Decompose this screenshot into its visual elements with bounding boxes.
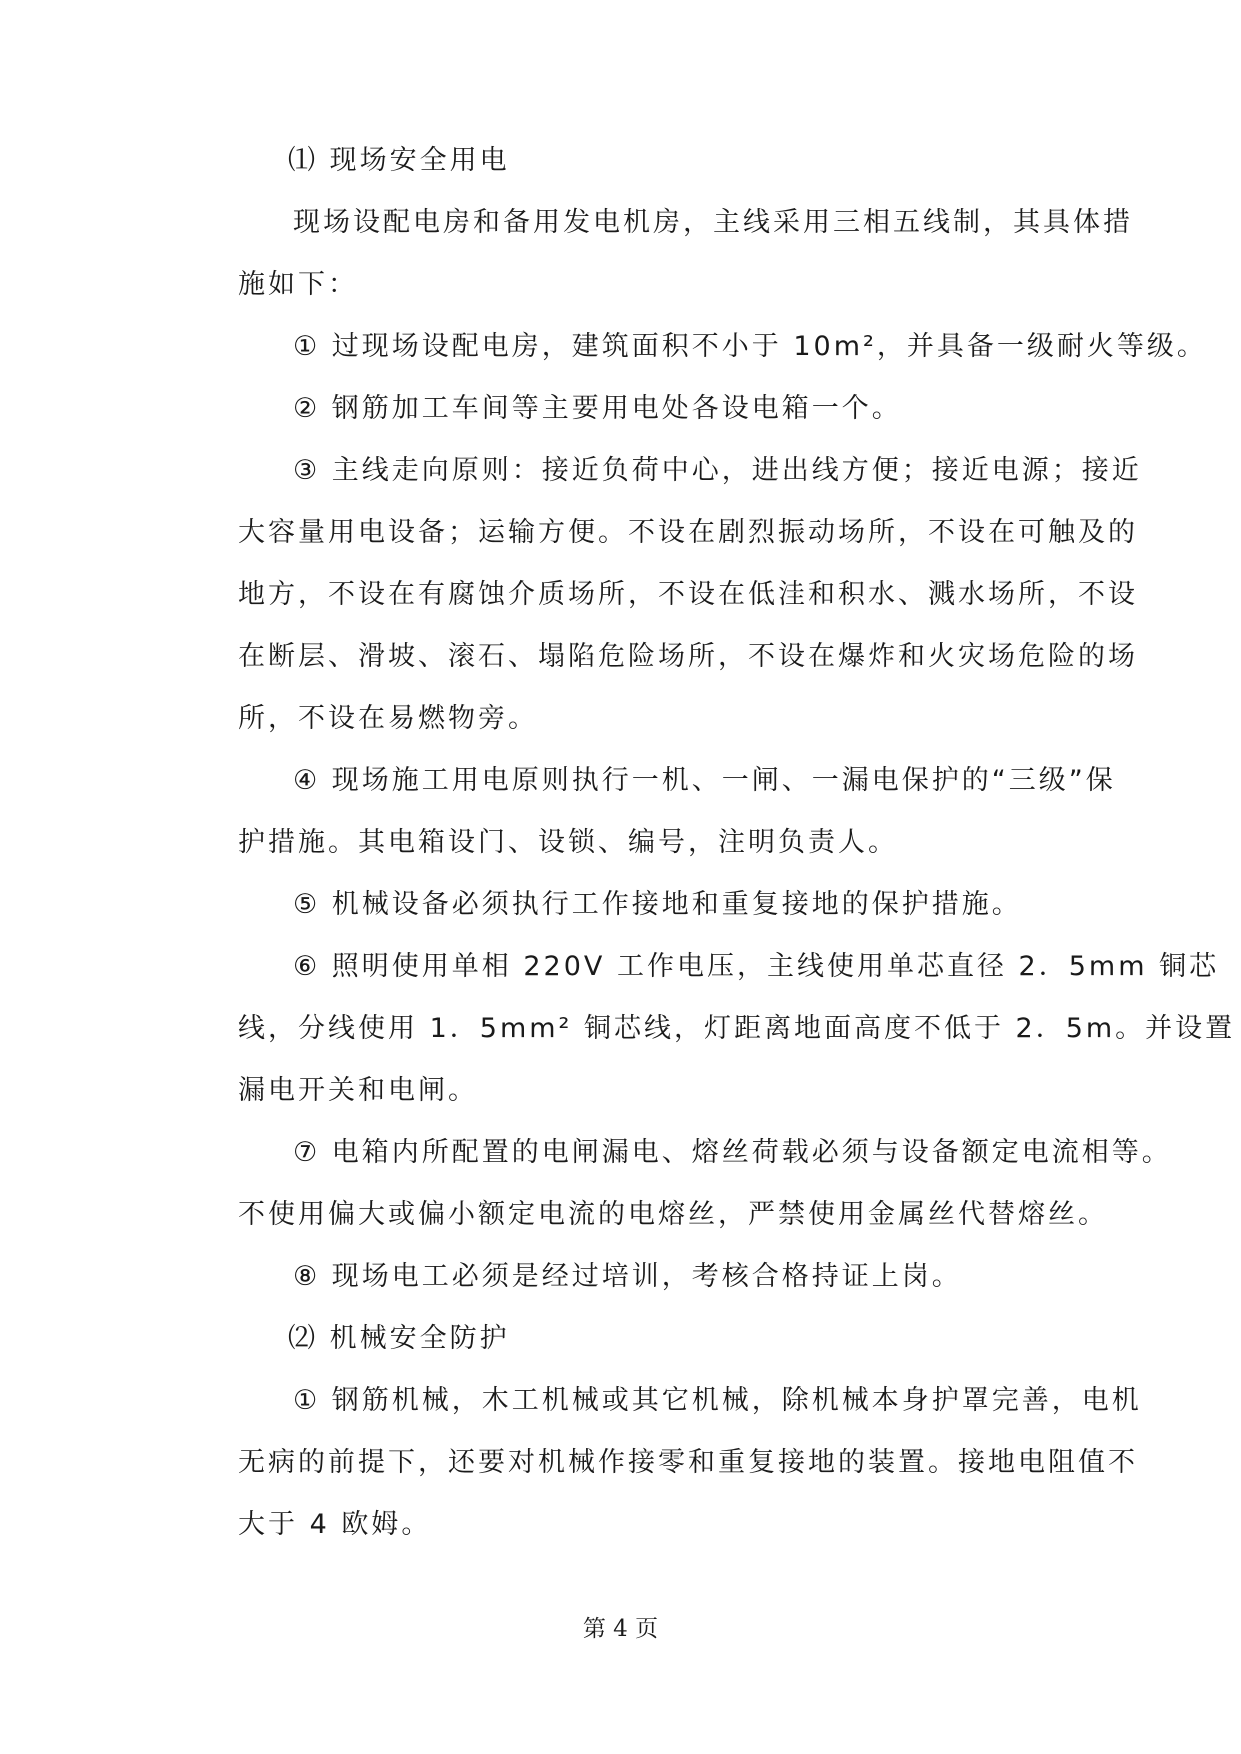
paragraph-line: 不使用偏大或偏小额定电流的电熔丝，严禁使用金属丝代替熔丝。 (238, 1199, 1108, 1230)
list-item-6: ⑥ 照明使用单相 220V 工作电压，主线使用单芯直径 2．5mm 铜芯 (293, 951, 1220, 982)
page-number-footer: 第 4 页 (582, 1616, 659, 1642)
list-item-8: ⑧ 现场电工必须是经过培训，考核合格持证上岗。 (293, 1261, 962, 1292)
list-item-4: ④ 现场施工用电原则执行一机、一闸、一漏电保护的“三级”保 (293, 765, 1116, 796)
paragraph-line: 护措施。其电箱设门、设锁、编号，注明负责人。 (238, 827, 898, 858)
list-item-3: ③ 主线走向原则：接近负荷中心，进出线方便；接近电源；接近 (293, 455, 1142, 486)
document-body (238, 130, 1236, 1556)
section-heading-mechanical-safety: ⑵ 机械安全防护 (288, 1323, 510, 1354)
list-item-5: ⑤ 机械设备必须执行工作接地和重复接地的保护措施。 (293, 889, 1022, 920)
list-item-2: ② 钢筋加工车间等主要用电处各设电箱一个。 (293, 393, 902, 424)
paragraph-line: 线，分线使用 1．5mm² 铜芯线，灯距离地面高度不低于 2．5m。并设置 (238, 1013, 1236, 1044)
section-heading-electrical-safety: ⑴ 现场安全用电 (288, 145, 510, 176)
paragraph-line: 大容量用电设备；运输方便。不设在剧烈振动场所，不设在可触及的 (238, 517, 1138, 548)
paragraph-line: 施如下： (238, 269, 358, 300)
paragraph-line: 在断层、滑坡、滚石、塌陷危险场所，不设在爆炸和火灾场危险的场 (238, 641, 1138, 672)
paragraph-line: 所，不设在易燃物旁。 (238, 703, 538, 734)
paragraph-line: 漏电开关和电闸。 (238, 1075, 478, 1106)
paragraph-line: 现场设配电房和备用发电机房，主线采用三相五线制，其具体措 (293, 207, 1133, 238)
list-item-1: ① 钢筋机械，木工机械或其它机械，除机械本身护罩完善，电机 (293, 1385, 1142, 1416)
list-item-1: ① 过现场设配电房，建筑面积不小于 10m²，并具备一级耐火等级。 (293, 331, 1207, 362)
paragraph-line: 大于 4 欧姆。 (238, 1509, 432, 1540)
list-item-7: ⑦ 电箱内所配置的电闸漏电、熔丝荷载必须与设备额定电流相等。 (293, 1137, 1172, 1168)
paragraph-line: 无病的前提下，还要对机械作接零和重复接地的装置。接地电阻值不 (238, 1447, 1138, 1478)
paragraph-line: 地方，不设在有腐蚀介质场所，不设在低洼和积水、溅水场所，不设 (238, 579, 1138, 610)
